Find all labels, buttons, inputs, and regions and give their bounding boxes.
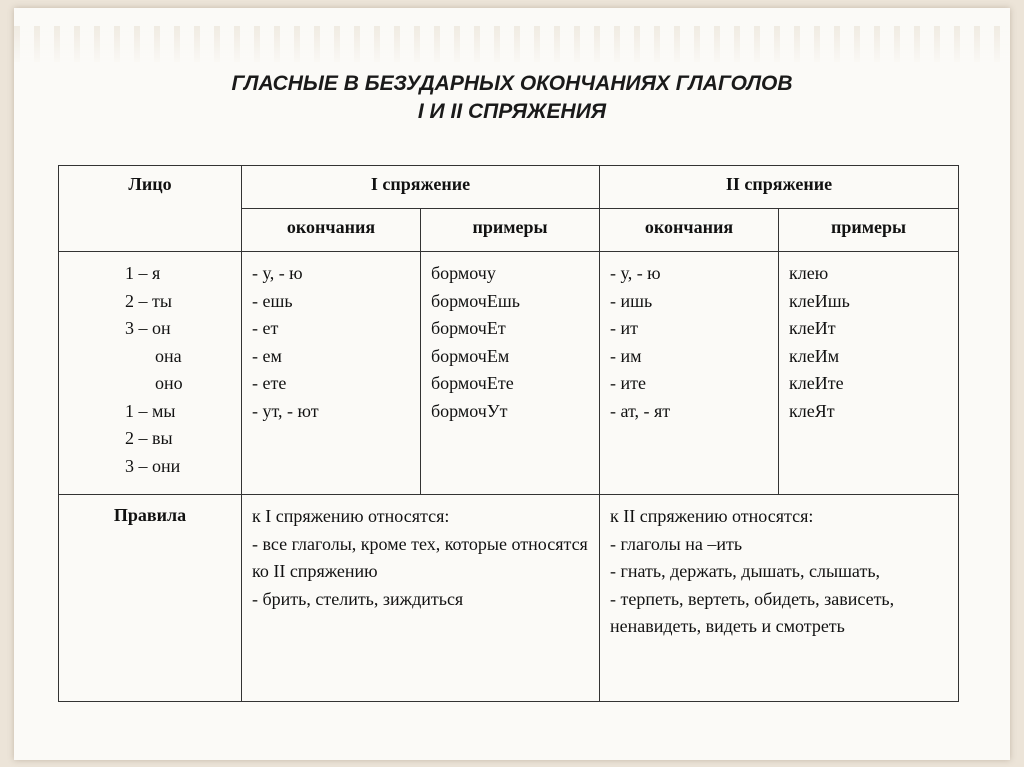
example-item: бормочу <box>431 263 496 283</box>
example-item: бормочЕм <box>431 345 510 366</box>
rules-conj1-cell <box>242 495 600 702</box>
conjugation-table <box>58 165 959 702</box>
ending-item: - ите <box>610 373 646 393</box>
rules-row <box>59 495 959 702</box>
rule-line: - глаголы на –ить <box>610 533 743 554</box>
ending-item: - ете <box>252 373 287 393</box>
rules-label: Правила <box>59 495 242 702</box>
rules-conj2-cell <box>600 495 959 702</box>
person-item: 3 – он <box>125 318 171 338</box>
example-item: клеИм <box>789 345 840 366</box>
example-item: бормочЕт <box>431 318 506 338</box>
rule-line: - гнать, держать, дышать, слышать, <box>610 561 881 581</box>
ending-item: - ишь <box>610 290 653 311</box>
person-item: 2 – ты <box>125 290 172 311</box>
person-item: оно <box>155 373 183 393</box>
perforated-edge <box>14 26 1010 62</box>
conj1-endings-cell <box>242 252 421 495</box>
ending-item: - ит <box>610 318 638 338</box>
header-endings-1: окончания <box>242 209 421 252</box>
person-item: 1 – мы <box>125 400 176 421</box>
ending-item: - ет <box>252 318 279 338</box>
example-item: клеИт <box>789 318 836 338</box>
conj1-examples-cell <box>421 252 600 495</box>
ending-item: - у, - ю <box>252 263 303 283</box>
title-line-2: I И II СПРЯЖЕНИЯ <box>417 100 607 123</box>
header-conj1: I спряжение <box>242 166 600 209</box>
example-item: бормочЕшь <box>431 290 520 311</box>
ending-item: - ем <box>252 345 282 366</box>
page-title <box>0 70 1024 126</box>
ending-item: - ат, - ят <box>610 400 671 421</box>
header-examples-1: примеры <box>421 209 600 252</box>
header-examples-2: примеры <box>779 209 959 252</box>
example-item: бормочУт <box>431 400 508 421</box>
header-row-1 <box>59 166 959 209</box>
ending-item: - ут, - ют <box>252 400 319 421</box>
person-item: 3 – они <box>125 455 181 476</box>
rule-line: - терпеть, вертеть, обидеть, зависеть, ненавидеть, видеть и смотреть <box>610 588 895 636</box>
header-endings-2: окончания <box>600 209 779 252</box>
rule-line: к I спряжению относятся: <box>252 506 450 526</box>
persons-cell <box>59 252 242 495</box>
conj2-examples-cell <box>779 252 959 495</box>
example-item: клеИте <box>789 373 844 393</box>
person-item: 1 – я <box>125 263 161 283</box>
person-item: она <box>155 345 182 366</box>
ending-item: - у, - ю <box>610 263 661 283</box>
rule-line: - все глаголы, кроме тех, которые относятся ко II спряжению <box>252 533 588 581</box>
ending-item: - им <box>610 345 642 366</box>
example-item: клею <box>789 263 829 283</box>
header-conj2: II спряжение <box>600 166 959 209</box>
person-item: 2 – вы <box>125 428 173 448</box>
ending-item: - ешь <box>252 290 293 311</box>
header-person: Лицо <box>59 166 242 252</box>
example-item: клеЯт <box>789 400 835 421</box>
conj2-endings-cell <box>600 252 779 495</box>
forms-row <box>59 252 959 495</box>
rule-line: к II спряжению относятся: <box>610 506 814 526</box>
title-line-1: ГЛАСНЫЕ В БЕЗУДАРНЫХ ОКОНЧАНИЯХ ГЛАГОЛОВ <box>231 72 793 95</box>
example-item: бормочЕте <box>431 373 514 393</box>
rule-line: - брить, стелить, зиждиться <box>252 588 464 609</box>
example-item: клеИшь <box>789 290 850 311</box>
